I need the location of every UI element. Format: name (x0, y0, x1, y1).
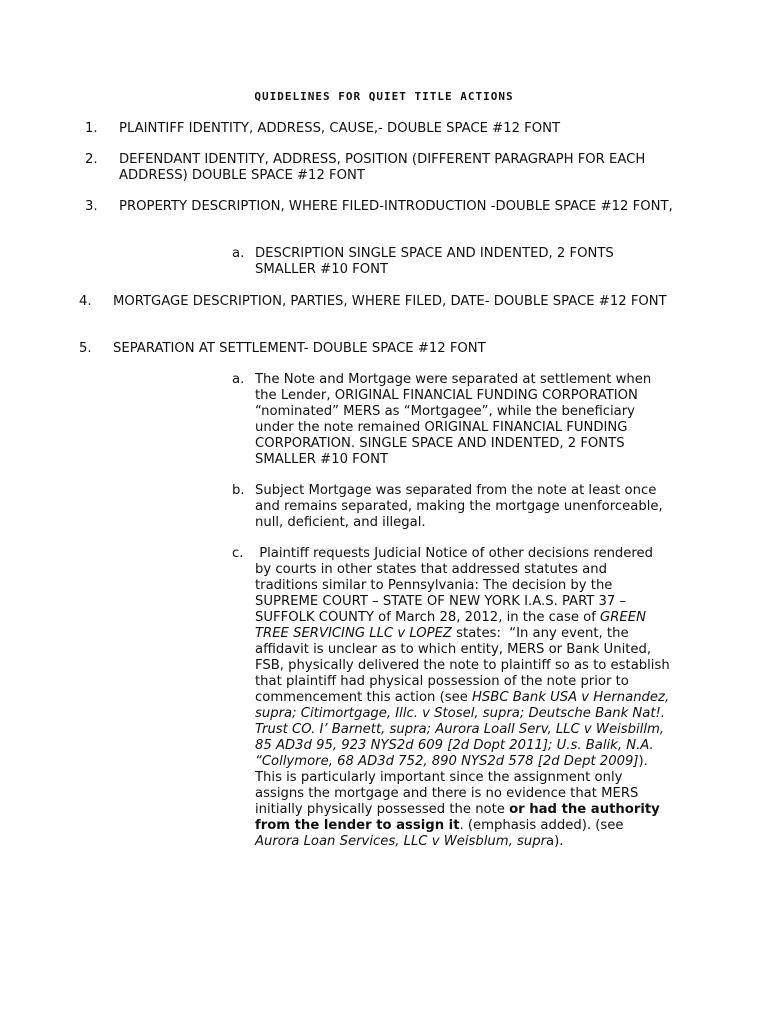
sub-item-letter: b. (232, 483, 245, 498)
item-number: 2. (85, 152, 98, 167)
item-text: DEFENDANT IDENTITY, ADDRESS, POSITION (DIFFERENT PARAGRAPH FOR EACH ADDRESS) DOUBLE SPACE #12 FONT (119, 152, 646, 183)
sub-item-letter: a. (232, 372, 245, 387)
item-text: SEPARATION AT SETTLEMENT- DOUBLE SPACE #12 FONT (113, 341, 486, 356)
emphasized-text: or had the authority from the lender to assign it (255, 802, 660, 833)
text-run: Plaintiff requests Judicial Notice of other decisions rendered by courts in other states that addressed statutes and traditions similar to Pennsylvania: The decision by the SUPREME COURT – STATE OF NEW YORK I.A.S. PART 37 – SUFFOLK COUNTY of March 28, 2012, in the case of (255, 546, 654, 625)
item-number: 3. (85, 199, 98, 214)
case-name: GREEN TREE SERVICING LLC v LOPEZ (255, 610, 646, 641)
sub-item-letter: a. (232, 246, 245, 261)
case-citations: HSBC Bank USA v Hernandez, supra; Citimortgage, Illc. v Stosel, supra; Deutsche Bank Nat!. Trust CO. I’ Barnett, supra; Aurora Loall Serv, LLC v Weisbillm, 85 AD3d 95, 923 NYS2d 609 [2d Dopt 2011]; U.s. Balik, N.A. “Collymore, 68 AD3d 752, 890 NYS2d 578 [2d Dept 2009] (255, 690, 670, 769)
sub-item-text: The Note and Mortgage were separated at settlement when the Lender, ORIGINAL FINANCIAL FUNDING CORPORATION “nominated” MERS as “Mortgagee”, while the beneficiary under the note remained ORIGINAL FINANCIAL FUNDING CORPORATION. SINGLE SPACE AND INDENTED, 2 FONTS SMALLER #10 FONT (255, 372, 652, 467)
item-number: 5. (79, 341, 92, 356)
sub-item-text: Subject Mortgage was separated from the note at least once and remains separated, making the mortgage unenforceable, null, deficient, and illegal. (255, 483, 663, 530)
item-number: 4. (79, 294, 92, 309)
item-text: PLAINTIFF IDENTITY, ADDRESS, CAUSE,- DOUBLE SPACE #12 FONT (119, 121, 561, 136)
final-citation: Aurora Loan Services, LLC v Weisblum, supr (255, 834, 547, 849)
text-run: . (emphasis added). (see (459, 818, 624, 833)
text-run: a). (546, 834, 564, 849)
sub-item-text: DESCRIPTION SINGLE SPACE AND INDENTED, 2 FONTS SMALLER #10 FONT (255, 246, 614, 277)
text-run: states: “In any event, the affidavit is unclear as to which entity, MERS or Bank United, FSB, physically delivered the note to plaintiff so as to establish that plaintiff had physical possession of the note prior to commencement this action (see (255, 626, 670, 705)
item-text: MORTGAGE DESCRIPTION, PARTIES, WHERE FILED, DATE- DOUBLE SPACE #12 FONT (113, 294, 667, 309)
sub-item-letter: c. (232, 546, 244, 561)
text-run: ). This is particularly important since the assignment only assigns the mortgage and there is no evidence that MERS initially physically possessed the note (255, 754, 648, 817)
sub-item-text (255, 546, 670, 850)
item-number: 1. (85, 121, 98, 136)
item-text: PROPERTY DESCRIPTION, WHERE FILED-INTRODUCTION -DOUBLE SPACE #12 FONT, (119, 199, 673, 214)
document-title: QUIDELINES FOR QUIET TITLE ACTIONS (254, 90, 514, 103)
